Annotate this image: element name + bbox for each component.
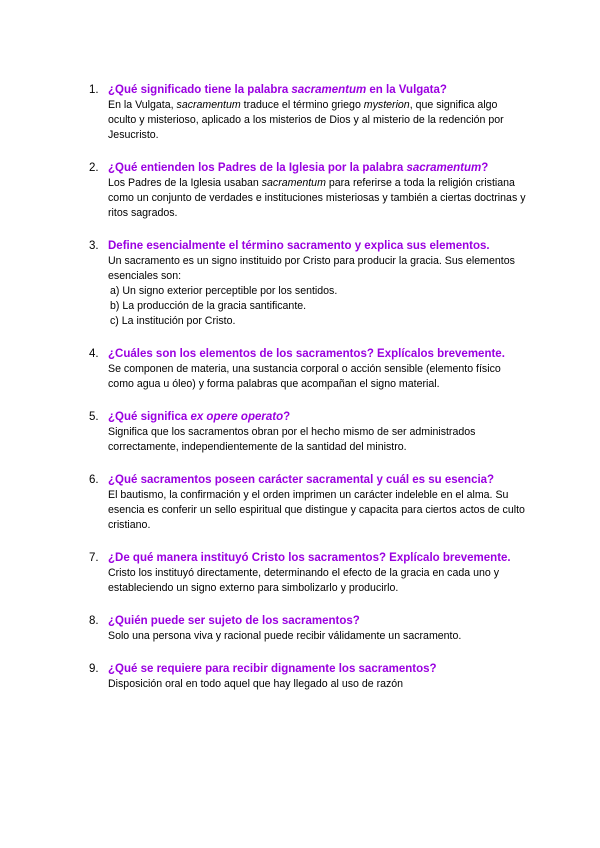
list-item-8 (0, 614, 600, 644)
element-item-a: a) Un signo exterior perceptible por los sentidos. (110, 285, 338, 297)
item-number: 7. (89, 552, 99, 564)
item-number: 5. (89, 411, 99, 423)
question-text: Define esencialmente el término sacramento y explica sus elementos. (108, 240, 490, 252)
list-item-2 (0, 161, 600, 221)
list-item-5 (0, 410, 600, 455)
list-item-4 (0, 347, 600, 392)
question-text: ¿Cuáles son los elementos de los sacramentos? Explícalos brevemente. (108, 348, 505, 360)
element-item-b: b) La producción de la gracia santificante. (110, 300, 307, 312)
answer-text: Un sacramento es un signo instituido por Cristo para producir la gracia. Sus elementos esenciales son: (108, 255, 515, 282)
answer-text: Cristo los instituyó directamente, determinando el efecto de la gracia en cada uno y estableciendo un signo externo para simbolizarlo y producirlo. (108, 567, 500, 594)
question-text: ¿Qué sacramentos poseen carácter sacramental y cuál es su esencia? (108, 474, 495, 486)
item-number: 2. (89, 162, 99, 174)
answer-text: Solo una persona viva y racional puede recibir válidamente un sacramento. (108, 630, 462, 642)
question-text: ¿Qué significado tiene la palabra sacramentum en la Vulgata? (108, 84, 447, 96)
item-number: 6. (89, 474, 99, 486)
item-number: 3. (89, 240, 99, 252)
answer-text: En la Vulgata, sacramentum traduce el término griego mysterion, que significa algo oculto y misterioso, aplicado a los misterios de Dios y al misterio de la redención por Jesucristo. (108, 99, 504, 141)
question-text: ¿Qué significa ex opere operato? (108, 411, 291, 423)
list-item-3 (0, 239, 600, 329)
item-number: 1. (89, 84, 99, 96)
element-item-c: c) La institución por Cristo. (110, 315, 236, 327)
answer-text: Significa que los sacramentos obran por el hecho mismo de ser administrados correctamente, independientemente de la santidad del ministro. (108, 426, 476, 453)
answer-text: El bautismo, la confirmación y el orden imprimen un carácter indeleble en el alma. Su esencia es conferir un sello espiritual que distingue y capacita para ciertos actos de culto cristiano. (108, 489, 525, 531)
answer-text: Se componen de materia, una sustancia corporal o acción sensible (elemento físico como agua u óleo) y forma palabras que acompañan el signo material. (108, 363, 501, 390)
list-item-1 (0, 83, 600, 143)
question-list (0, 83, 600, 710)
item-number: 9. (89, 663, 99, 675)
item-number: 4. (89, 348, 99, 360)
question-text: ¿Quién puede ser sujeto de los sacramentos? (108, 615, 360, 627)
answer-text: Disposición oral en todo aquel que hay llegado al uso de razón (108, 678, 404, 690)
list-item-7 (0, 551, 600, 596)
item-number: 8. (89, 615, 99, 627)
list-item-6 (0, 473, 600, 533)
question-text: ¿De qué manera instituyó Cristo los sacramentos? Explícalo brevemente. (108, 552, 511, 564)
question-text: ¿Qué se requiere para recibir dignamente los sacramentos? (108, 663, 437, 675)
answer-text: Los Padres de la Iglesia usaban sacramentum para referirse a toda la religión cristiana como un conjunto de verdades e instituciones misteriosas y también a ciertas doctrinas y ritos sagrados. (108, 177, 526, 219)
question-text: ¿Qué entienden los Padres de la Iglesia por la palabra sacramentum? (108, 162, 489, 174)
list-item-9 (0, 662, 600, 692)
